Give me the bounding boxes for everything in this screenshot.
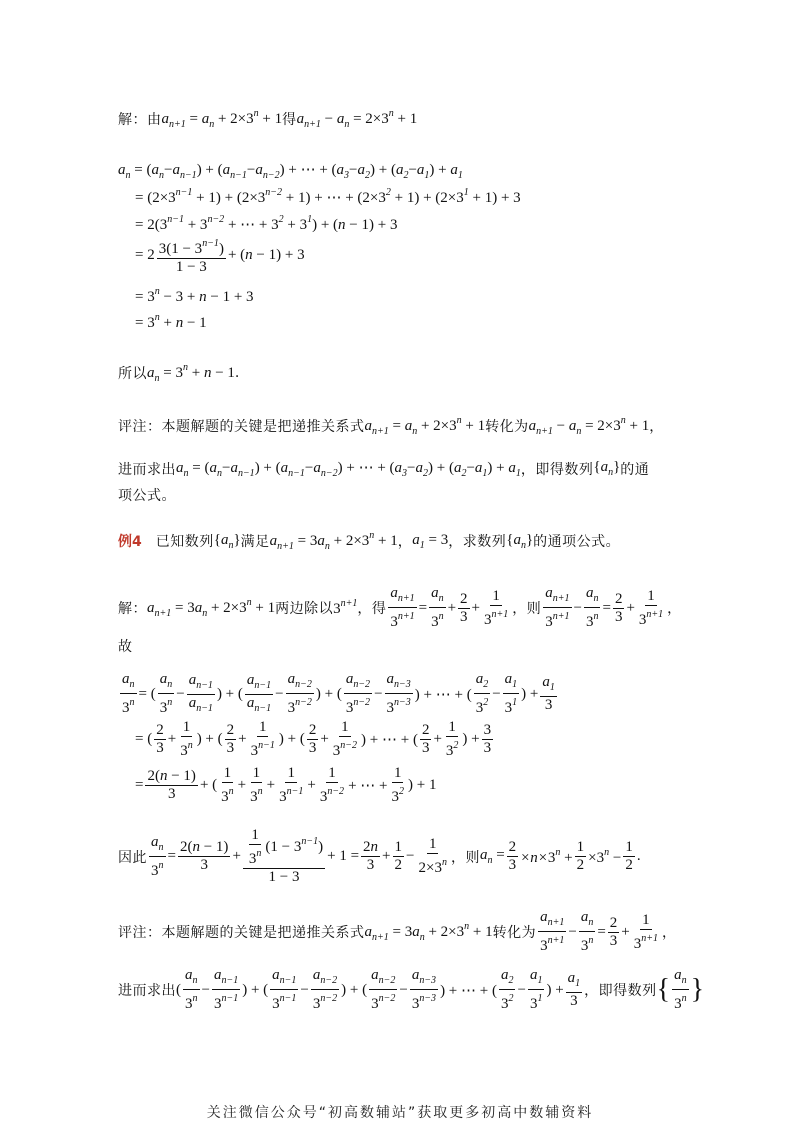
solution1-intro-mid: 得 [282, 112, 297, 128]
recurrence-formula: $a_{n+1} = a_n + 2\times 3^n + 1$ [161, 108, 283, 130]
solution1-intro-label: 解：由 [118, 112, 162, 128]
derivation2-line3: = $\frac{2(n - 1)}{3}$ + ( $\frac{1}{3^n}$ + $\frac{1}{3^n}$ + $\frac{1}{3^{n-1}}$ + $\frac{1}{3^{n-2}}$ + ⋯ + $\frac{1}{3^2}$ ) + 1 [135, 765, 437, 805]
comment2-line1: 评注：本题解题的关键是把递推关系式 $a_{n+1} = 3a_n + 2\times 3^n + 1$ 转化为 $\frac{a_{n+1}}{3^{n+1}}$ − $\frac{a_n}{3^n}$ = $\frac{2}{3}$ + $\frac{1}{3^{n+1}}$ ， [118, 909, 677, 954]
derivation1-line2: = $(2\times 3^{n-1} + 1) + (2\times 3^{n-2} + 1)$ + ⋯ + $(2\times 3^2 + 1) + (2\times 3^1 + 1) + 3$ [135, 187, 521, 206]
derivation1-line4: = 2 $\frac{3(1 - 3^{n-1})}{1 - 3}$ + (n − 1) + 3 [135, 238, 305, 275]
example4-statement: 例4 已知数列 $\{a_n\}$ 满足 $a_{n+1} = 3a_n + 2\times 3^n + 1$ ， $a_1 = 3$ ，求数列 $\{a_n\}$ 的通项公式。 [118, 530, 621, 552]
derivation1-line3: = $2(3^{n-1} + 3^{n-2}$ + ⋯ + $3^2 + 3^1) + (n - 1) + 3$ [135, 214, 398, 233]
solution2-intro: 解： $a_{n+1} = 3a_n + 2\times 3^n + 1$ 两边除以 $3^{n+1}$ ，得 $\frac{a_{n+1}}{3^{n+1}}$ = $\frac{a_n}{3^n}$ + $\frac{2}{3}$ + $\frac{1}{3^{n+1}}$ ，则 $\frac{a_{n+1}}{3^{n+1}}$ − $\frac{a_n}{3^n}$ = $\frac{2}{3}$ + $\frac{1}{3^{n+1}}$ ， [118, 585, 682, 630]
example4-tag: 例4 [118, 534, 142, 550]
footer-promo: 关注微信公众号“初高数辅站”获取更多初高中数辅资料 [206, 1105, 594, 1121]
derivation1-line6: = $3^n + n - 1$ [135, 312, 207, 331]
comment1-label: 评注：本题解题的关键是把递推关系式 [118, 419, 365, 435]
difference-formula: $a_{n+1} - a_n = 2\times 3^n + 1$ [296, 108, 418, 130]
solution1-conclusion: 所以 $a_n = 3^n + n - 1$ . [118, 362, 240, 384]
solution1-intro [118, 108, 417, 130]
comment1-line1: 评注：本题解题的关键是把递推关系式 $a_{n+1} = a_n + 2\times 3^n + 1$ 转化为 $a_{n+1} - a_n = 2\times 3^n + 1$ ， [118, 415, 664, 437]
comment2-label: 评注：本题解题的关键是把递推关系式 [118, 925, 365, 941]
solution2-therefore: 故 [118, 639, 133, 655]
comment1-line2: 进而求出 $a_n = (a_n-a_{n-1}) + (a_{n-1}-a_{n-2})$ + ⋯ + $(a_3-a_2) + (a_2-a_1) + a_1$ ，即得数列 $\{a_n\}$ 的通 [118, 459, 650, 479]
derivation1-line5: = $3^n - 3 + n - 1 + 3$ [135, 286, 254, 305]
derivation2-line1: $\frac{a_n}{3^n}$ = ( $\frac{a_n}{3^n}$ − $\frac{a_{n-1}}{a_{n-1}}$ ) + ( $\frac{a_{n-1}}{a_{n-1}}$ − $\frac{a_{n-2}}{3^{n-2}}$ ) + ( $\frac{a_{n-2}}{3^{n-2}}$ − $\frac{a_{n-3}}{3^{n-3}}$ ) + ⋯ + ( $\frac{a_2}{3^2}$ − $\frac{a_1}{3^1}$ ) + $\frac{a_1}{3}$ [122, 671, 555, 716]
comment2-line2: 进而求出 ( $\frac{a_n}{3^n}$ − $\frac{a_{n-1}}{3^{n-1}}$ ) + ( $\frac{a_{n-1}}{3^{n-1}}$ − $\frac{a_{n-2}}{3^{n-2}}$ ) + ( $\frac{a_{n-2}}{3^{n-2}}$ − $\frac{a_{n-3}}{3^{n-3}}$ ) + ⋯ + ( $\frac{a_2}{3^2}$ − $\frac{a_1}{3^1}$ ) + $\frac{a_1}{3}$ ，即得数列 { $\frac{a_n}{3^n}$ } [118, 967, 705, 1012]
derivation2-line2: = ( $\frac{2}{3}$ + $\frac{1}{3^n}$ ) + ( $\frac{2}{3}$ + $\frac{1}{3^{n-1}}$ ) + ( $\frac{2}{3}$ + $\frac{1}{3^{n-2}}$ ) + ⋯ + ( $\frac{2}{3}$ + $\frac{1}{3^2}$ ) + $\frac{3}{3}$ [135, 719, 492, 759]
comment1-line3: 项公式。 [118, 488, 176, 504]
derivation1-line1: $a_n = (a_n-a_{n-1}) + (a_{n-1}-a_{n-2})$ + ⋯ + $(a_3-a_2) + (a_2-a_1) + a_1$ [118, 162, 463, 181]
solution2-hence: 因此 $\frac{a_n}{3^n}$ = $\frac{2(n - 1)}{3}$ + $\frac{1}{3^n}$ $(1 - 3^{n-1})$ 1 − 3 + 1 = $\frac{2n}{3}$ + $\frac{1}{2}$ − $\frac{1}{2\times 3^n}$ ，则 $a_n$ = $\frac{2}{3}$ $\times n\times 3^n$ + $\frac{1}{2}$ $\times 3^n$ − $\frac{1}{2}$ . [118, 827, 641, 885]
solution1-conclusion-label: 所以 [118, 366, 147, 382]
